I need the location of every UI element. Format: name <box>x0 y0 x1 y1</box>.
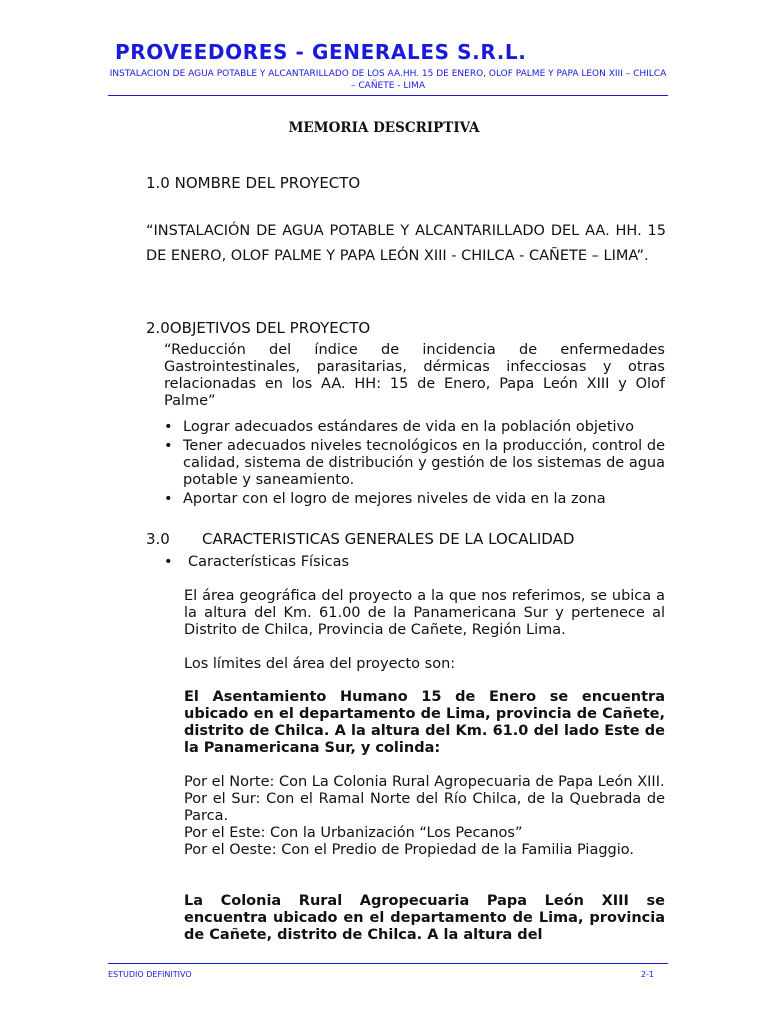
footer-divider <box>108 963 668 964</box>
list-item-text: Lograr adecuados estándares de vida en la población objetivo <box>183 419 635 435</box>
limit-south: Por el Sur: Con el Ramal Norte del Río Chilca, de la Quebrada de Parca. <box>184 791 665 824</box>
colonia-papa-leon-description: La Colonia Rural Agropecuaria Papa León XIII se encuentra ubicado en el departamento de Lima, provincia de Cañete, distrito de Chilca. A la altura del <box>184 893 665 943</box>
section-1-heading: 1.0 NOMBRE DEL PROYECTO <box>146 174 361 192</box>
section-3-heading: CARACTERISTICAS GENERALES DE LA LOCALIDAD <box>202 530 575 548</box>
limit-west: Por el Oeste: Con el Predio de Propiedad de la Familia Piaggio. <box>184 842 634 858</box>
section-1-text: “INSTALACIÓN DE AGUA POTABLE Y ALCANTARILLADO DEL AA. HH. 15 DE ENERO, OLOF PALME Y PAPA LEÓN XIII - CHILCA - CAÑETE – LIMA”. <box>146 223 666 264</box>
limits-list <box>184 774 665 859</box>
list-item <box>162 438 665 489</box>
bullet-icon: • <box>164 491 173 507</box>
section-2-heading: 2.0OBJETIVOS DEL PROYECTO <box>146 319 371 337</box>
physical-bullet-icon: • <box>164 554 173 570</box>
objectives-list <box>162 419 665 510</box>
limit-north: Por el Norte: Con La Colonia Rural Agropecuaria de Papa León XIII. <box>184 774 665 790</box>
physical-characteristics-label: Características Físicas <box>188 554 350 570</box>
section-3-paragraph-2: Los límites del área del proyecto son: <box>184 656 456 672</box>
company-name: PROVEEDORES - GENERALES S.R.L. <box>115 40 527 64</box>
project-subtitle: INSTALACION DE AGUA POTABLE Y ALCANTARILLADO DE LOS AA.HH. 15 DE ENERO, OLOF PALME Y PAPA LEON XIII – CHILCA – CAÑETE - LIMA <box>109 69 667 91</box>
section-3-number: 3.0 <box>146 530 170 548</box>
section-2-quote: “Reducción del índice de incidencia de enfermedades Gastrointestinales, parasitarias, dérmicas infecciosas y otras relacionadas en los AA. HH: 15 de Enero, Papa León XIII y Olof Palme” <box>164 342 665 409</box>
section-3-paragraph-1: El área geográfica del proyecto a la que nos referimos, se ubica a la altura del Km. 61.00 de la Panamericana Sur y pertenece al Distrito de Chilca, Provincia de Cañete, Región Lima. <box>184 588 665 638</box>
settlement-15-enero-description: El Asentamiento Humano 15 de Enero se encuentra ubicado en el departamento de Lima, provincia de Cañete, distrito de Chilca. A la altura del Km. 61.0 del lado Este de la Panamericana Sur, y colinda: <box>184 689 665 756</box>
list-item <box>162 491 665 508</box>
header-divider <box>108 95 668 96</box>
limit-east: Por el Este: Con la Urbanización “Los Pecanos” <box>184 825 523 841</box>
page-header <box>108 40 668 92</box>
footer-study-label: ESTUDIO DEFINITIVO <box>108 970 192 979</box>
page-number: 2-1 <box>640 970 654 979</box>
list-item-text: Aportar con el logro de mejores niveles de vida en la zona <box>183 491 606 507</box>
document-title: MEMORIA DESCRIPTIVA <box>288 120 480 136</box>
list-item-text: Tener adecuados niveles tecnológicos en la producción, control de calidad, sistema de distribución y gestión de los sistemas de agua potable y saneamiento. <box>183 438 665 488</box>
bullet-icon: • <box>164 419 173 435</box>
list-item <box>162 419 665 436</box>
bullet-icon: • <box>164 438 173 454</box>
